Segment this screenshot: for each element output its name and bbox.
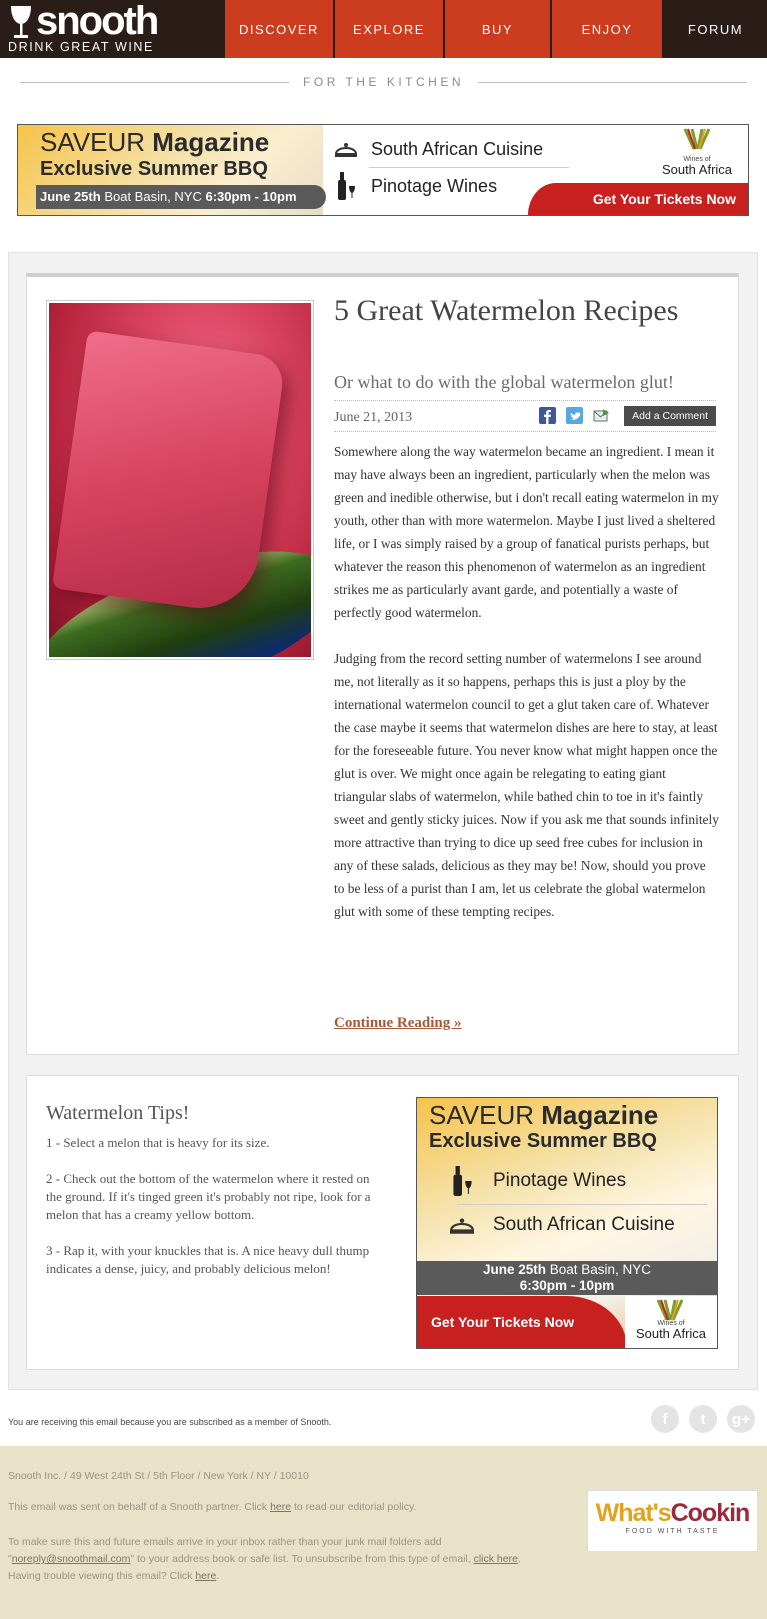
- article-subtitle: Or what to do with the global watermelon glut!: [334, 372, 674, 392]
- article-meta: [334, 400, 716, 432]
- editorial-policy-link[interactable]: here: [270, 1501, 292, 1513]
- ad2-date-place: Boat Basin, NYC: [549, 1262, 652, 1277]
- tip-item: 3 - Rap it, with your knuckles that is. A nice heavy dull thump indicates a dense, juicy, and probably delicious melon!: [46, 1243, 370, 1276]
- banner-title-light: SAVEUR: [40, 127, 145, 157]
- banner-fire-panel: [18, 125, 323, 215]
- cloche-icon: [447, 1210, 477, 1240]
- nav-discover[interactable]: DISCOVER: [223, 0, 333, 58]
- facebook-icon[interactable]: f: [651, 1405, 679, 1433]
- twitter-icon[interactable]: [566, 407, 583, 424]
- wosa-emblem-icon: [653, 1298, 687, 1322]
- inbox-text-4: .: [216, 1570, 220, 1582]
- wines-of-south-africa-logo: [652, 127, 742, 177]
- divider: [457, 1204, 707, 1205]
- article-paragraph: Somewhere along the way watermelon became an ingredient. I mean it may have always been an ingredient, particularly when the melon was green and inedible otherwise, but i don't recall eating watermelon in my youth, other than with more watermelon. Maybe I just lived a sheltered life, or I was simply raised by a group of fanatical purists perhaps, but whatever the reason this phenomenon of watermelon as an ingredient strikes me as particularly avant garde, and potentially a waste of perfectly good watermelon.: [334, 444, 719, 620]
- cloche-icon: [333, 136, 359, 162]
- wine-glass-icon: [8, 4, 34, 40]
- partner-text: This email was sent on behalf of a Snooth partner. Click: [8, 1501, 268, 1513]
- nav-explore[interactable]: EXPLORE: [333, 0, 443, 58]
- ad2-title-light: SAVEUR: [429, 1100, 534, 1130]
- wosa-small: Wines of: [657, 1320, 685, 1327]
- email-share-icon[interactable]: [593, 407, 610, 424]
- top-bar: [0, 0, 767, 58]
- tip-item: 1 - Select a melon that is heavy for its size.: [46, 1135, 270, 1150]
- ad2-row-cuisine: [447, 1210, 675, 1240]
- saveur-side-ad[interactable]: [416, 1097, 718, 1349]
- banner-line-2: Pinotage Wines: [371, 175, 498, 196]
- ad2-date: [417, 1261, 717, 1295]
- logo-word: snooth: [36, 0, 158, 43]
- snooth-logo[interactable]: [0, 0, 223, 58]
- article-paragraph: Judging from the record setting number of watermelons I see around me, not literally as it so happens, perhaps this is just a ploy by the international watermelon council to get a glut taken care of. Whatever the case maybe it seems that watermelon dishes are here to stay, at least for the foreseeable future. You never know what might happen once the glut is over. We might once again be relegating to eating giant triangular slabs of watermelon, while bathed chin to toe in it's faintly sweet and gently sticky juices. Now if you ask me that sounds infinitely more attractive than trying to dice up seed free cubes for inclusion in any of these salads, delicious as they may be! Now, should you prove to be less of a purist than I am, let us celebrate the global watermelon glut with some of these tempting recipes.: [334, 651, 719, 919]
- tip-item: 2 - Check out the bottom of the watermelon where it rested on the ground. If it's tinged green it's probably not ripe, look for a melon that has a creamy yellow bottom.: [46, 1171, 371, 1222]
- ad2-date-bold: June 25th: [482, 1262, 546, 1277]
- ad2-row-wine: [447, 1166, 626, 1196]
- twitter-icon[interactable]: t: [689, 1405, 717, 1433]
- banner-time: 6:30pm - 10pm: [205, 189, 297, 204]
- footer-inbox-notice: [8, 1534, 548, 1585]
- saveur-banner-ad[interactable]: [17, 124, 749, 216]
- ad2-time: 6:30pm - 10pm: [519, 1278, 615, 1293]
- get-tickets-button[interactable]: Get Your Tickets Now: [528, 183, 748, 215]
- whats-cookin-logo[interactable]: [587, 1490, 758, 1552]
- share-icons: [539, 407, 610, 424]
- continue-reading-link[interactable]: Continue Reading »: [334, 1015, 462, 1031]
- banner-title-bold: Magazine: [152, 127, 270, 157]
- add-comment-button[interactable]: Add a Comment: [624, 406, 716, 426]
- nav-forum[interactable]: FORUM: [662, 0, 767, 58]
- section-title-text: FOR THE KITCHEN: [303, 75, 464, 89]
- social-links: [651, 1405, 755, 1433]
- wc-word-a: What's: [595, 1499, 671, 1527]
- watermelon-photo[interactable]: [46, 300, 314, 660]
- wines-of-south-africa-logo: [625, 1296, 717, 1348]
- partner-text-end: to read our editorial policy.: [294, 1501, 417, 1513]
- inbox-text-3: . Having trouble viewing this email? Click: [8, 1553, 521, 1582]
- wine-bottle-icon: [333, 173, 359, 199]
- section-title: [20, 73, 747, 91]
- banner-line-1: South African Cuisine: [371, 138, 544, 159]
- wosa-big: South Africa: [661, 162, 733, 177]
- subscription-notice: You are receiving this email because you are subscribed as a member of Snooth.: [8, 1417, 332, 1427]
- wine-bottle-icon: [447, 1166, 477, 1196]
- wosa-emblem-icon: [680, 127, 714, 151]
- unsubscribe-link[interactable]: click here: [473, 1553, 518, 1565]
- google-plus-icon[interactable]: g+: [727, 1405, 755, 1433]
- divider: [478, 82, 747, 83]
- article-title[interactable]: 5 Great Watermelon Recipes: [334, 294, 679, 327]
- wc-word-b: Cookin: [670, 1499, 750, 1527]
- banner-date-place: Boat Basin, NYC: [104, 189, 202, 204]
- banner-features: [333, 131, 563, 204]
- footer-address: Snooth Inc. / 49 West 24th St / 5th Floor / New York / NY / 10010: [8, 1470, 309, 1482]
- nav-enjoy[interactable]: ENJOY: [550, 0, 662, 58]
- tips-list: [46, 1134, 381, 1296]
- wosa-small: Wines of: [683, 156, 711, 163]
- logo-tagline: DRINK GREAT WINE: [8, 40, 154, 54]
- watermelon-image: [49, 303, 311, 657]
- facebook-icon[interactable]: [539, 407, 556, 424]
- footer-partner-notice: [8, 1501, 416, 1513]
- ad2-title-bold: Magazine: [541, 1100, 659, 1130]
- banner-date: [36, 185, 326, 209]
- wosa-big: South Africa: [635, 1326, 707, 1341]
- get-tickets-button[interactable]: Get Your Tickets Now: [417, 1296, 627, 1348]
- photo-wedge: [52, 330, 286, 615]
- main-nav: [223, 0, 767, 58]
- tips-heading: Watermelon Tips!: [46, 1102, 190, 1124]
- inbox-text-2: " to your address book or safe list. To unsubscribe from this type of email,: [130, 1553, 471, 1565]
- wc-tagline: FOOD WITH TASTE: [625, 1528, 720, 1535]
- ad2-line-1: Pinotage Wines: [493, 1170, 627, 1191]
- ad2-line-2: South African Cuisine: [493, 1214, 675, 1235]
- inbox-text-1: To make sure this and future emails arrive in your inbox rather than your junk mail folders add ": [8, 1536, 442, 1565]
- banner-date-bold: June 25th: [40, 189, 101, 204]
- article-date: June 21, 2013: [334, 410, 413, 425]
- divider: [20, 82, 289, 83]
- noreply-email-link[interactable]: noreply@snoothmail.com: [11, 1553, 131, 1565]
- ad2-subtitle: Exclusive Summer BBQ: [429, 1130, 657, 1152]
- article-body: [334, 440, 719, 946]
- nav-buy[interactable]: BUY: [443, 0, 550, 58]
- banner-subtitle: Exclusive Summer BBQ: [40, 158, 268, 180]
- view-online-link[interactable]: here: [195, 1570, 217, 1582]
